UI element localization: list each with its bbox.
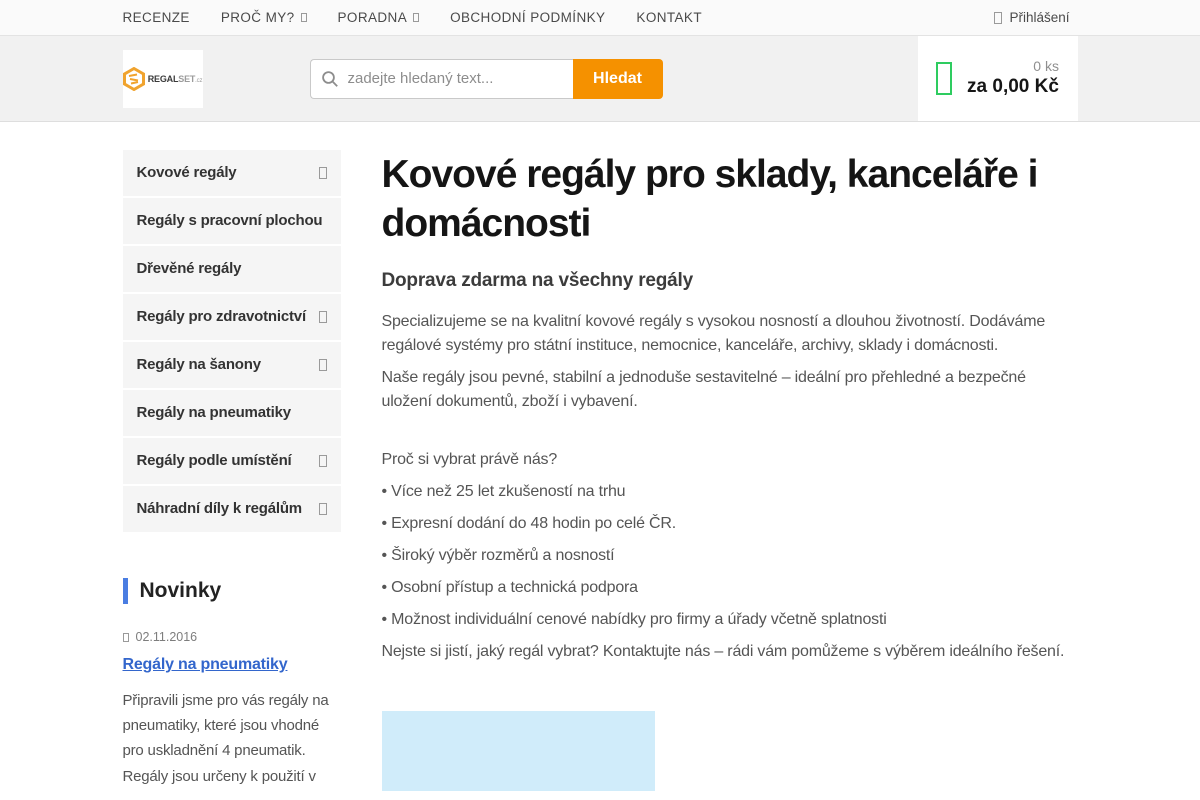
dropdown-indicator-icon — [413, 13, 419, 22]
cart-total-price: za 0,00 Kč — [967, 76, 1059, 98]
content-paragraph: Proč si vybrat právě nás? — [381, 451, 558, 469]
news-article-link[interactable]: Regály na pneumatiky — [122, 656, 288, 673]
calendar-icon — [123, 633, 129, 642]
news-section — [123, 578, 341, 789]
logo[interactable] — [123, 50, 203, 108]
nav-item-obchodni-podminky[interactable] — [450, 10, 605, 25]
nav-item-proc-my[interactable] — [221, 10, 307, 25]
expand-indicator-icon — [319, 359, 327, 371]
sidebar-item-regaly-pro-zdravotnictvi[interactable] — [123, 294, 341, 340]
page-title: Kovové regály pro sklady, kanceláře i domácnosti — [381, 153, 1038, 246]
expand-indicator-icon — [319, 167, 327, 179]
search-button[interactable]: Hledat — [573, 59, 663, 99]
dropdown-indicator-icon — [301, 13, 307, 22]
category-label: Regály na šanony — [136, 356, 261, 373]
search-input-wrap — [310, 59, 573, 99]
page-subtitle: Doprava zdarma na všechny regály — [381, 270, 693, 292]
news-date-row — [123, 630, 341, 644]
sidebar-item-regaly-na-pneumatiky[interactable] — [123, 390, 341, 436]
sidebar-item-regaly-s-pracovni-plochou[interactable] — [123, 198, 341, 244]
content-bullet: • Osobní přístup a technická podpora — [381, 579, 638, 597]
login-label: Přihlášení — [1009, 10, 1070, 25]
search-icon — [321, 70, 339, 88]
content-image — [382, 711, 655, 791]
content-bullet: • Možnost individuální cenové nabídky pro firmy a úřady včetně splatnosti — [381, 611, 887, 629]
logo-hexagon-icon — [123, 67, 145, 91]
nav-item-label: KONTAKT — [636, 10, 702, 25]
search-input[interactable] — [348, 70, 563, 87]
nav-item-kontakt[interactable] — [636, 10, 702, 25]
sidebar-item-nahradni-dily-k-regalum[interactable] — [123, 486, 341, 532]
search-form — [310, 59, 663, 99]
sidebar-item-drevene-regaly[interactable] — [123, 246, 341, 292]
main-content — [382, 150, 1078, 791]
category-label: Náhradní díly k regálům — [136, 500, 302, 517]
site-header — [0, 36, 1200, 122]
news-section-title: Novinky — [123, 578, 341, 604]
expand-indicator-icon — [319, 311, 327, 323]
nav-item-label: PORADNA — [337, 10, 408, 25]
category-label: Regály podle umístění — [136, 452, 292, 469]
main-layout — [123, 150, 1078, 791]
cart-icon — [936, 62, 952, 95]
nav-item-recenze[interactable] — [123, 10, 190, 25]
cart-summary — [967, 58, 1059, 99]
expand-indicator-icon — [319, 503, 327, 515]
nav-item-label: RECENZE — [122, 10, 190, 25]
top-nav — [0, 0, 1200, 36]
logo-text: REGALSET.cz — [147, 73, 203, 84]
sidebar-item-regaly-na-sanony[interactable] — [123, 342, 341, 388]
cart-widget[interactable] — [918, 36, 1078, 121]
login-button[interactable] — [994, 10, 1069, 25]
content-paragraph: Specializujeme se na kvalitní kovové regály s vysokou nosností a dlouhou životností. Dodáváme regálové systémy pro státní instituce, nemocnice, kanceláře, archivy, sklady i domácnosti. — [381, 313, 1046, 355]
category-label: Dřevěné regály — [136, 260, 242, 277]
sidebar-item-regaly-podle-umisteni[interactable] — [123, 438, 341, 484]
user-icon — [994, 12, 1002, 24]
content-bullet: • Široký výběr rozměrů a nosností — [381, 547, 615, 565]
news-date: 02.11.2016 — [135, 630, 198, 644]
content-bullet: • Expresní dodání do 48 hodin po celé ČR. — [381, 515, 676, 533]
content-paragraph: Nejste si jistí, jaký regál vybrat? Kontaktujte nás – rádi vám pomůžeme s výběrem ideálního řešení. — [381, 643, 1065, 661]
category-label: Regály s pracovní plochou — [136, 212, 323, 229]
expand-indicator-icon — [319, 455, 327, 467]
nav-item-label: OBCHODNÍ PODMÍNKY — [450, 10, 606, 25]
news-excerpt: Připravili jsme pro vás regály na pneumatiky, které jsou vhodné pro uskladnění 4 pneumatik. Regály jsou určeny k použití v — [122, 692, 329, 785]
nav-item-poradna[interactable] — [338, 10, 420, 25]
content-bullet: • Více než 25 let zkušeností na trhu — [381, 483, 626, 501]
sidebar-item-kovove-regaly[interactable] — [123, 150, 341, 196]
category-label: Regály pro zdravotnictví — [136, 308, 306, 325]
content-paragraph: Naše regály jsou pevné, stabilní a jednoduše sestavitelné – ideální pro přehledné a bezpečné uložení dokumentů, zboží i vybavení. — [381, 369, 1026, 411]
category-label: Kovové regály — [136, 164, 237, 181]
nav-item-label: PROČ MY? — [220, 10, 295, 25]
sidebar — [123, 150, 341, 791]
cart-item-count: 0 ks — [1033, 57, 1059, 74]
category-label: Regály na pneumatiky — [136, 404, 291, 421]
